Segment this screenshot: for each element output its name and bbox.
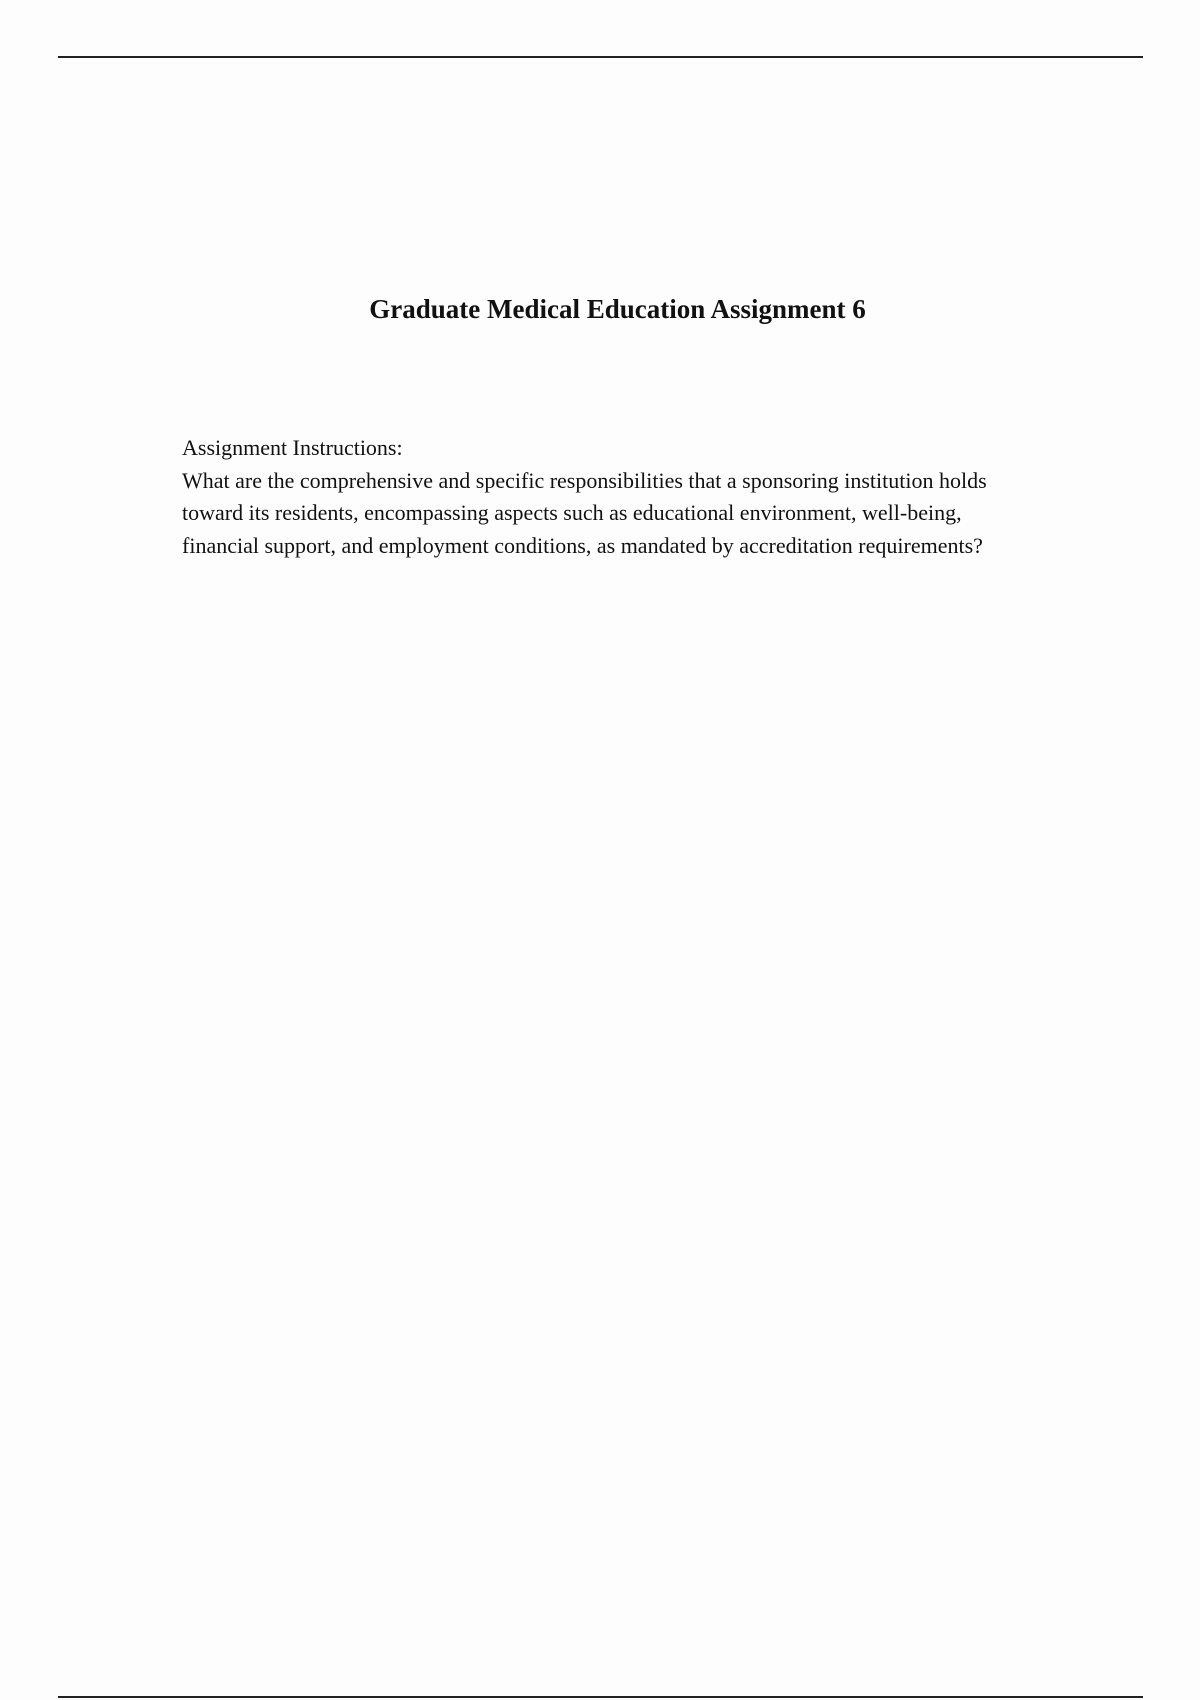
instructions-label: Assignment Instructions: [182,435,403,460]
footer-rule [58,1696,1143,1698]
header-rule [58,56,1143,58]
instructions-section [182,432,1042,562]
page-title: Graduate Medical Education Assignment 6 [369,294,866,324]
assignment-question: What are the comprehensive and specific responsibilities that a sponsoring institution holds toward its residents, encompassing aspects such as educational environment, well-being, financial support, and employment conditions, as mandated by accreditation requirements? [182,467,987,558]
